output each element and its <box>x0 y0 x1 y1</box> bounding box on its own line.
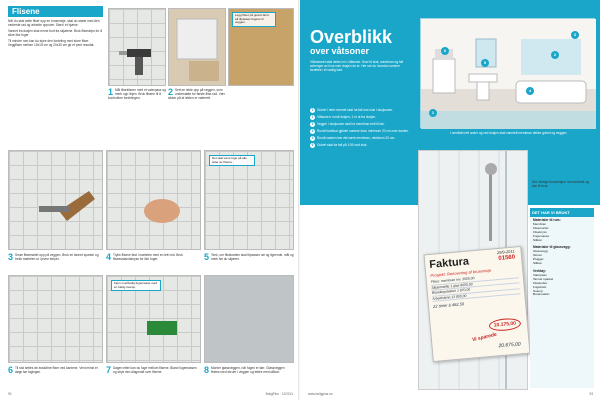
zone-number: 3 <box>311 122 314 126</box>
list-item: Plugger <box>533 257 544 262</box>
step-number: 3 <box>8 252 14 262</box>
materials-block <box>530 217 594 244</box>
list-item: Flisekryss <box>533 229 547 234</box>
step-caption-1: 1 Mål flisekileren med et vaterpass og merk opp linjen. Bruk flisene til å kontrollere fordelingen. <box>108 87 166 100</box>
zone-tag-6: 6 <box>441 47 449 55</box>
intro-text <box>8 19 103 48</box>
zone-number: 4 <box>311 129 314 133</box>
bathroom-illustration <box>420 18 595 128</box>
invoice-title: Faktura <box>428 255 470 271</box>
step-caption-2: 2 Sett en lekte opp på veggen, som understøtte for første flise-rad. Vær sikker på at lekten er vaterrett. <box>168 87 225 100</box>
step-photo-5 <box>106 150 201 250</box>
list-item: 5 Rundt vasken bør det være membran, minimum 20 cm. <box>311 136 396 140</box>
zone-tag-5: 5 <box>481 59 489 67</box>
step-number: 8 <box>204 365 210 375</box>
note-1: Legg fliser på gulvet først, så tilpasses fugene til veggen. <box>232 12 276 27</box>
intro-paragraph: Til mindre rom kan du styre den fordeling med store fliser. Veggfliser mellom 15x15 cm og 20x30 cm gir et pent resultat. <box>8 39 95 48</box>
zone-tag-1: 1 <box>429 109 437 117</box>
step-number: 1 <box>108 87 114 97</box>
intro-paragraph: Når du skal sette fliser opp en brusenisje, skal du starte med den nederste rad og arbeide oppover. Start i et hjørne. <box>8 19 100 28</box>
step-number: 4 <box>106 252 112 262</box>
zone-list <box>310 108 415 150</box>
block-heading: Materialer til glassvegg: <box>533 245 571 250</box>
footer-right <box>308 392 593 396</box>
block-heading: Verktøy: <box>533 268 547 273</box>
step-caption-4: 4 Trykk flisene fast i mørtelen med en lett vrid. Bruk fliseavstandskryss for like fuger. <box>106 252 183 262</box>
step-photo-7 <box>8 275 103 363</box>
page-number-right: 93 <box>589 392 593 396</box>
step-photo-1 <box>108 8 166 86</box>
list-item: Silikon <box>533 237 543 242</box>
zone-number: 1 <box>311 108 314 112</box>
right-page <box>300 0 600 400</box>
step-caption-7: 7 Dagen etter kan du fuge mellom flisene. Bland fugemassen og stryk den diagonalt over flisene. <box>106 365 197 375</box>
list-item: Svamp <box>533 288 543 293</box>
drill-icon <box>109 9 166 86</box>
list-item: Boremaskin <box>533 292 550 297</box>
list-item: Silikon <box>533 261 543 266</box>
step-photo-4 <box>8 150 103 250</box>
list-item: 2 Våtsonen: rundt dusjen, 1 m ut fra dusjen. <box>311 115 377 119</box>
list-item: Tannet sparkel <box>533 276 554 281</box>
section-label: Flisene <box>8 6 103 17</box>
list-item: Vaterpass <box>533 272 547 277</box>
materials-sidebar <box>530 208 594 388</box>
zone-number: 2 <box>311 115 314 119</box>
list-item: Glassvegg <box>533 249 548 254</box>
step-number: 2 <box>168 87 174 97</box>
invoice-project: Prosjekt: Renovering af brusenisje <box>430 267 492 278</box>
page-subtitle: over våtsoner <box>310 46 370 56</box>
step-number: 5 <box>204 252 210 262</box>
zone-number: 6 <box>311 143 314 147</box>
sidebar-title: DET HAR VI BRUKT <box>530 208 594 217</box>
footer-left <box>8 392 293 396</box>
block-heading: Materialer til rum: <box>533 218 561 222</box>
step-caption-8: 8 Monter glassveggen, når fugen er tørr. Glassveggen festes med skruer i veggen og tettes med silikon. <box>204 365 285 375</box>
step-photo-9 <box>204 275 294 363</box>
step-photo-6 <box>204 150 294 250</box>
step-caption-3: 3 Smør flisemørtel opp på veggen. Bruk en tannet sparkel og trekk mørtelen ut i jevne striper. <box>8 252 99 262</box>
list-item: 4 Rundt badekar gjelder samme krav, minimum 20 cm over kanten. <box>311 129 410 133</box>
shower-caption: Den ferdige brusenisjen. Innmonteret og klar til bruk. <box>532 180 589 188</box>
step-caption-5: 5 Tenk, om flisekanten skal tilpasses rør og lignende, mål og merk før du skjærer. <box>204 252 294 262</box>
trowel-icon <box>9 151 103 250</box>
list-item: Membran <box>533 221 547 226</box>
zone-tag-4: 4 <box>526 87 534 95</box>
tools-block <box>530 268 594 299</box>
list-item: Fugemasse <box>533 233 550 238</box>
magazine-name: BoligPlus · 12/2011 <box>265 392 293 396</box>
step-photo-8 <box>106 275 201 363</box>
invoice-sum-line: 22 timer á 462,50 <box>432 301 465 310</box>
website-link[interactable]: www.boligplus.no <box>308 392 333 396</box>
list-item: Fugebrett <box>533 284 547 289</box>
note-2: Det skal være fuge på alle sider av flisene. <box>209 155 255 166</box>
invoice-final-total: 20.675,00 <box>498 341 521 350</box>
zone-tag-2: 2 <box>551 51 559 59</box>
step-photo-3 <box>228 8 294 86</box>
invoice-line: Arbeidslønn 13 800,00 <box>432 289 520 302</box>
invoice-circled-total: 10.175,00 <box>488 317 521 332</box>
materials-block <box>530 244 594 268</box>
intro-paragraph: Vannet fra dusjen skal renne bort fra skjøtene. Bruk flisestrips for å sikre like fuger. <box>8 29 103 38</box>
invoice-line: Skjærmøllte 1 glas 6000,00 <box>431 278 519 291</box>
page-title: Overblikk <box>310 27 393 47</box>
room-caption: I området rett under og ved dusjen skal vanntett membran dekke gulvet og veggen. <box>450 131 568 135</box>
list-item: 1 Gulvet i hele rommet skal ha fall mot sluk i dusjsonen. <box>311 108 394 112</box>
tile-batch-icon <box>169 9 226 86</box>
list-item: 6 Gulvet skal ha fall på 1:50 mot sluk. <box>311 143 368 147</box>
list-item: Flisemørtel <box>533 225 549 230</box>
step-photo-2 <box>168 8 226 86</box>
zone-number: 5 <box>311 136 314 140</box>
step-caption-6: 6 Til sist settes de avskårne fliser ved kantene. Vent minst et døgn før fugingen. <box>8 365 98 375</box>
invoice-number: 01560 <box>498 254 516 262</box>
invoice-receipt <box>423 246 530 362</box>
list-item: Skruer <box>533 253 543 258</box>
invoice-line: Fliser, membran mv. 3000,00 <box>431 272 519 285</box>
right-intro: Våtrommet skal deles inn i våtsoner. Krav til sluk, membran og fall avhenger av hvor nær dusjen du er. Her ser du hvordan sonene fordeles i et vanlig bad. <box>310 60 404 73</box>
note-3: Fjern overflødig fugemasse med en fuktig svamp. <box>111 280 161 291</box>
list-item: Flisekutter <box>533 280 548 285</box>
invoice-date: 29/9-2011 <box>496 248 515 256</box>
invoice-line: Blandingsbatteri 1 870,00 <box>432 283 520 296</box>
step-number: 7 <box>106 365 112 375</box>
zone-tag-3: 3 <box>571 31 579 39</box>
page-number-left: 92 <box>8 392 12 396</box>
invoice-stamp: Vi sparede <box>471 331 498 344</box>
hand-icon <box>107 151 201 250</box>
list-item: 3 Vegger i dusjsonen skal ha membran helt til tak. <box>311 122 385 126</box>
bathroom-icon <box>421 19 596 129</box>
step-number: 6 <box>8 365 14 375</box>
